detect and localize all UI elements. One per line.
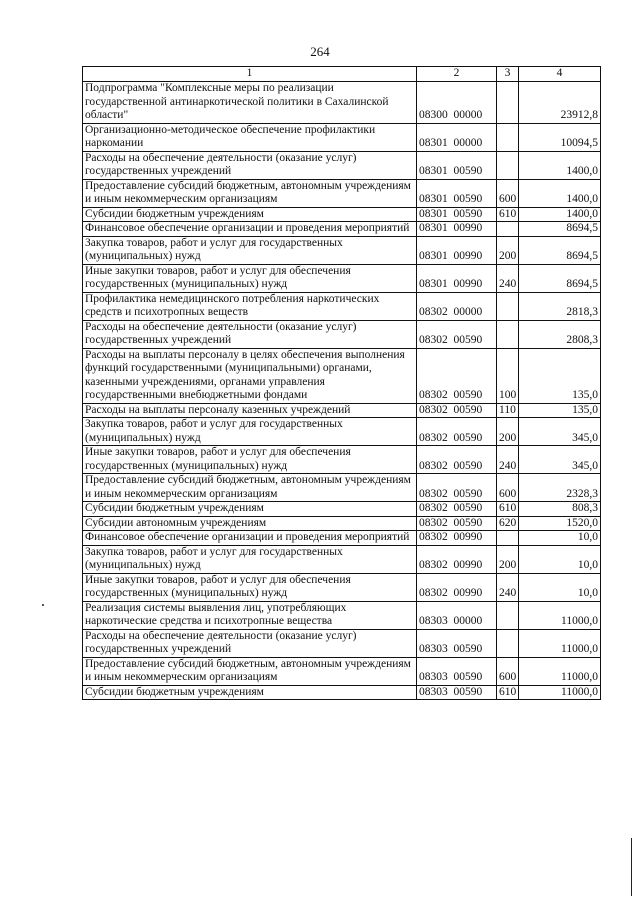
- row-name-cell: Иные закупки товаров, работ и услуг для обеспечения государственных (муниципальных) нужд: [83, 573, 417, 601]
- row-sum-cell: 8694,5: [519, 236, 601, 264]
- table-row: [83, 418, 601, 446]
- row-type-cell: [497, 629, 519, 657]
- table-row: [83, 657, 601, 685]
- table-row: [83, 516, 601, 531]
- table-row: [83, 123, 601, 151]
- table-body: [83, 82, 601, 700]
- row-name-cell: Организационно-методическое обеспечение профилактики наркомании: [83, 123, 417, 151]
- column-header-sum: 4: [519, 67, 601, 82]
- page-number: 264: [310, 44, 330, 59]
- row-code-cell: 08302 00990: [417, 531, 497, 546]
- row-name-cell: Расходы на обеспечение деятельности (оказание услуг) государственных учреждений: [83, 320, 417, 348]
- row-code-cell: 08302 00000: [417, 292, 497, 320]
- row-type-cell: 240: [497, 446, 519, 474]
- row-type-cell: 200: [497, 545, 519, 573]
- row-code-cell: 08301 00990: [417, 236, 497, 264]
- row-code-cell: 08302 00590: [417, 418, 497, 446]
- table-row: [83, 685, 601, 700]
- row-sum-cell: 1400,0: [519, 179, 601, 207]
- row-sum-cell: 8694,5: [519, 222, 601, 237]
- row-type-cell: 200: [497, 418, 519, 446]
- row-sum-cell: 8694,5: [519, 264, 601, 292]
- row-name-cell: Расходы на выплаты персоналу казенных учреждений: [83, 403, 417, 418]
- budget-table: [82, 66, 601, 700]
- scan-edge-mark: [631, 838, 632, 896]
- row-name-cell: Предоставление субсидий бюджетным, автономным учреждениям и иным некоммерческим организациям: [83, 474, 417, 502]
- row-code-cell: 08300 00000: [417, 82, 497, 124]
- row-name-cell: Профилактика немедицинского потребления наркотических средств и психотропных веществ: [83, 292, 417, 320]
- row-sum-cell: 808,3: [519, 502, 601, 517]
- table-row: [83, 474, 601, 502]
- row-sum-cell: 2808,3: [519, 320, 601, 348]
- table-row: [83, 545, 601, 573]
- row-sum-cell: 135,0: [519, 348, 601, 403]
- table-row: [83, 207, 601, 222]
- row-sum-cell: 10094,5: [519, 123, 601, 151]
- row-code-cell: 08303 00590: [417, 685, 497, 700]
- row-sum-cell: 11000,0: [519, 629, 601, 657]
- row-code-cell: 08302 00590: [417, 320, 497, 348]
- row-sum-cell: 1400,0: [519, 207, 601, 222]
- row-name-cell: Реализация системы выявления лиц, употребляющих наркотические средства и психотропные вещества: [83, 601, 417, 629]
- row-code-cell: 08302 00590: [417, 516, 497, 531]
- table-row: [83, 236, 601, 264]
- row-name-cell: Предоставление субсидий бюджетным, автономным учреждениям и иным некоммерческим организациям: [83, 179, 417, 207]
- table-row: [83, 179, 601, 207]
- row-sum-cell: 135,0: [519, 403, 601, 418]
- row-sum-cell: 10,0: [519, 545, 601, 573]
- table-row: [83, 222, 601, 237]
- row-type-cell: [497, 222, 519, 237]
- row-name-cell: Предоставление субсидий бюджетным, автономным учреждениям и иным некоммерческим организациям: [83, 657, 417, 685]
- table-row: [83, 151, 601, 179]
- row-type-cell: [497, 123, 519, 151]
- row-type-cell: 620: [497, 516, 519, 531]
- row-name-cell: Финансовое обеспечение организации и проведения мероприятий: [83, 531, 417, 546]
- row-code-cell: 08301 00590: [417, 151, 497, 179]
- row-type-cell: [497, 292, 519, 320]
- row-type-cell: 200: [497, 236, 519, 264]
- row-type-cell: [497, 151, 519, 179]
- row-type-cell: 110: [497, 403, 519, 418]
- row-type-cell: 600: [497, 474, 519, 502]
- table-row: [83, 601, 601, 629]
- row-sum-cell: 10,0: [519, 531, 601, 546]
- row-type-cell: [497, 601, 519, 629]
- table-row: [83, 292, 601, 320]
- row-name-cell: Расходы на обеспечение деятельности (оказание услуг) государственных учреждений: [83, 629, 417, 657]
- row-name-cell: Субсидии бюджетным учреждениям: [83, 502, 417, 517]
- row-code-cell: 08302 00990: [417, 545, 497, 573]
- row-code-cell: 08303 00000: [417, 601, 497, 629]
- table-header-row: [83, 67, 601, 82]
- table-row: [83, 82, 601, 124]
- column-header-code: 2: [417, 67, 497, 82]
- table-row: [83, 320, 601, 348]
- table-row: [83, 403, 601, 418]
- column-header-name: 1: [83, 67, 417, 82]
- row-name-cell: Закупка товаров, работ и услуг для государственных (муниципальных) нужд: [83, 236, 417, 264]
- row-sum-cell: 1400,0: [519, 151, 601, 179]
- row-code-cell: 08302 00590: [417, 348, 497, 403]
- row-name-cell: Иные закупки товаров, работ и услуг для обеспечения государственных (муниципальных) нужд: [83, 264, 417, 292]
- row-code-cell: 08301 00590: [417, 179, 497, 207]
- row-code-cell: 08301 00590: [417, 207, 497, 222]
- row-sum-cell: 2818,3: [519, 292, 601, 320]
- column-header-type: 3: [497, 67, 519, 82]
- row-name-cell: Расходы на обеспечение деятельности (оказание услуг) государственных учреждений: [83, 151, 417, 179]
- row-code-cell: 08301 00000: [417, 123, 497, 151]
- table-row: [83, 573, 601, 601]
- row-sum-cell: 345,0: [519, 418, 601, 446]
- row-type-cell: 610: [497, 502, 519, 517]
- row-sum-cell: 1520,0: [519, 516, 601, 531]
- row-name-cell: Подпрограмма "Комплексные меры по реализации государственной антинаркотической политики в Сахалинской области": [83, 82, 417, 124]
- row-name-cell: Иные закупки товаров, работ и услуг для обеспечения государственных (муниципальных) нужд: [83, 446, 417, 474]
- table-row: [83, 348, 601, 403]
- row-name-cell: Субсидии бюджетным учреждениям: [83, 207, 417, 222]
- row-name-cell: Субсидии автономным учреждениям: [83, 516, 417, 531]
- row-name-cell: Субсидии бюджетным учреждениям: [83, 685, 417, 700]
- row-type-cell: 100: [497, 348, 519, 403]
- row-type-cell: [497, 531, 519, 546]
- row-code-cell: 08301 00990: [417, 222, 497, 237]
- row-code-cell: 08303 00590: [417, 657, 497, 685]
- row-type-cell: 240: [497, 573, 519, 601]
- row-sum-cell: 23912,8: [519, 82, 601, 124]
- row-code-cell: 08302 00990: [417, 573, 497, 601]
- row-sum-cell: 11000,0: [519, 685, 601, 700]
- row-sum-cell: 10,0: [519, 573, 601, 601]
- row-code-cell: 08303 00590: [417, 629, 497, 657]
- row-code-cell: 08302 00590: [417, 446, 497, 474]
- row-sum-cell: 11000,0: [519, 657, 601, 685]
- table-row: [83, 264, 601, 292]
- row-type-cell: 600: [497, 179, 519, 207]
- row-sum-cell: 11000,0: [519, 601, 601, 629]
- row-sum-cell: 2328,3: [519, 474, 601, 502]
- row-type-cell: 240: [497, 264, 519, 292]
- table-row: [83, 446, 601, 474]
- row-code-cell: 08302 00590: [417, 502, 497, 517]
- table-row: [83, 502, 601, 517]
- table-row: [83, 531, 601, 546]
- row-name-cell: Финансовое обеспечение организации и проведения мероприятий: [83, 222, 417, 237]
- row-code-cell: 08301 00990: [417, 264, 497, 292]
- row-type-cell: 600: [497, 657, 519, 685]
- row-name-cell: Расходы на выплаты персоналу в целях обеспечения выполнения функций государственными (муниципальными) органами, казенными учреждениями, органами управления государственными внебюджетными фондами: [83, 348, 417, 403]
- row-type-cell: 610: [497, 685, 519, 700]
- row-sum-cell: 345,0: [519, 446, 601, 474]
- row-name-cell: Закупка товаров, работ и услуг для государственных (муниципальных) нужд: [83, 545, 417, 573]
- row-type-cell: 610: [497, 207, 519, 222]
- row-code-cell: 08302 00590: [417, 403, 497, 418]
- scan-speck: [42, 604, 44, 606]
- row-type-cell: [497, 320, 519, 348]
- row-type-cell: [497, 82, 519, 124]
- row-name-cell: Закупка товаров, работ и услуг для государственных (муниципальных) нужд: [83, 418, 417, 446]
- row-code-cell: 08302 00590: [417, 474, 497, 502]
- table-row: [83, 629, 601, 657]
